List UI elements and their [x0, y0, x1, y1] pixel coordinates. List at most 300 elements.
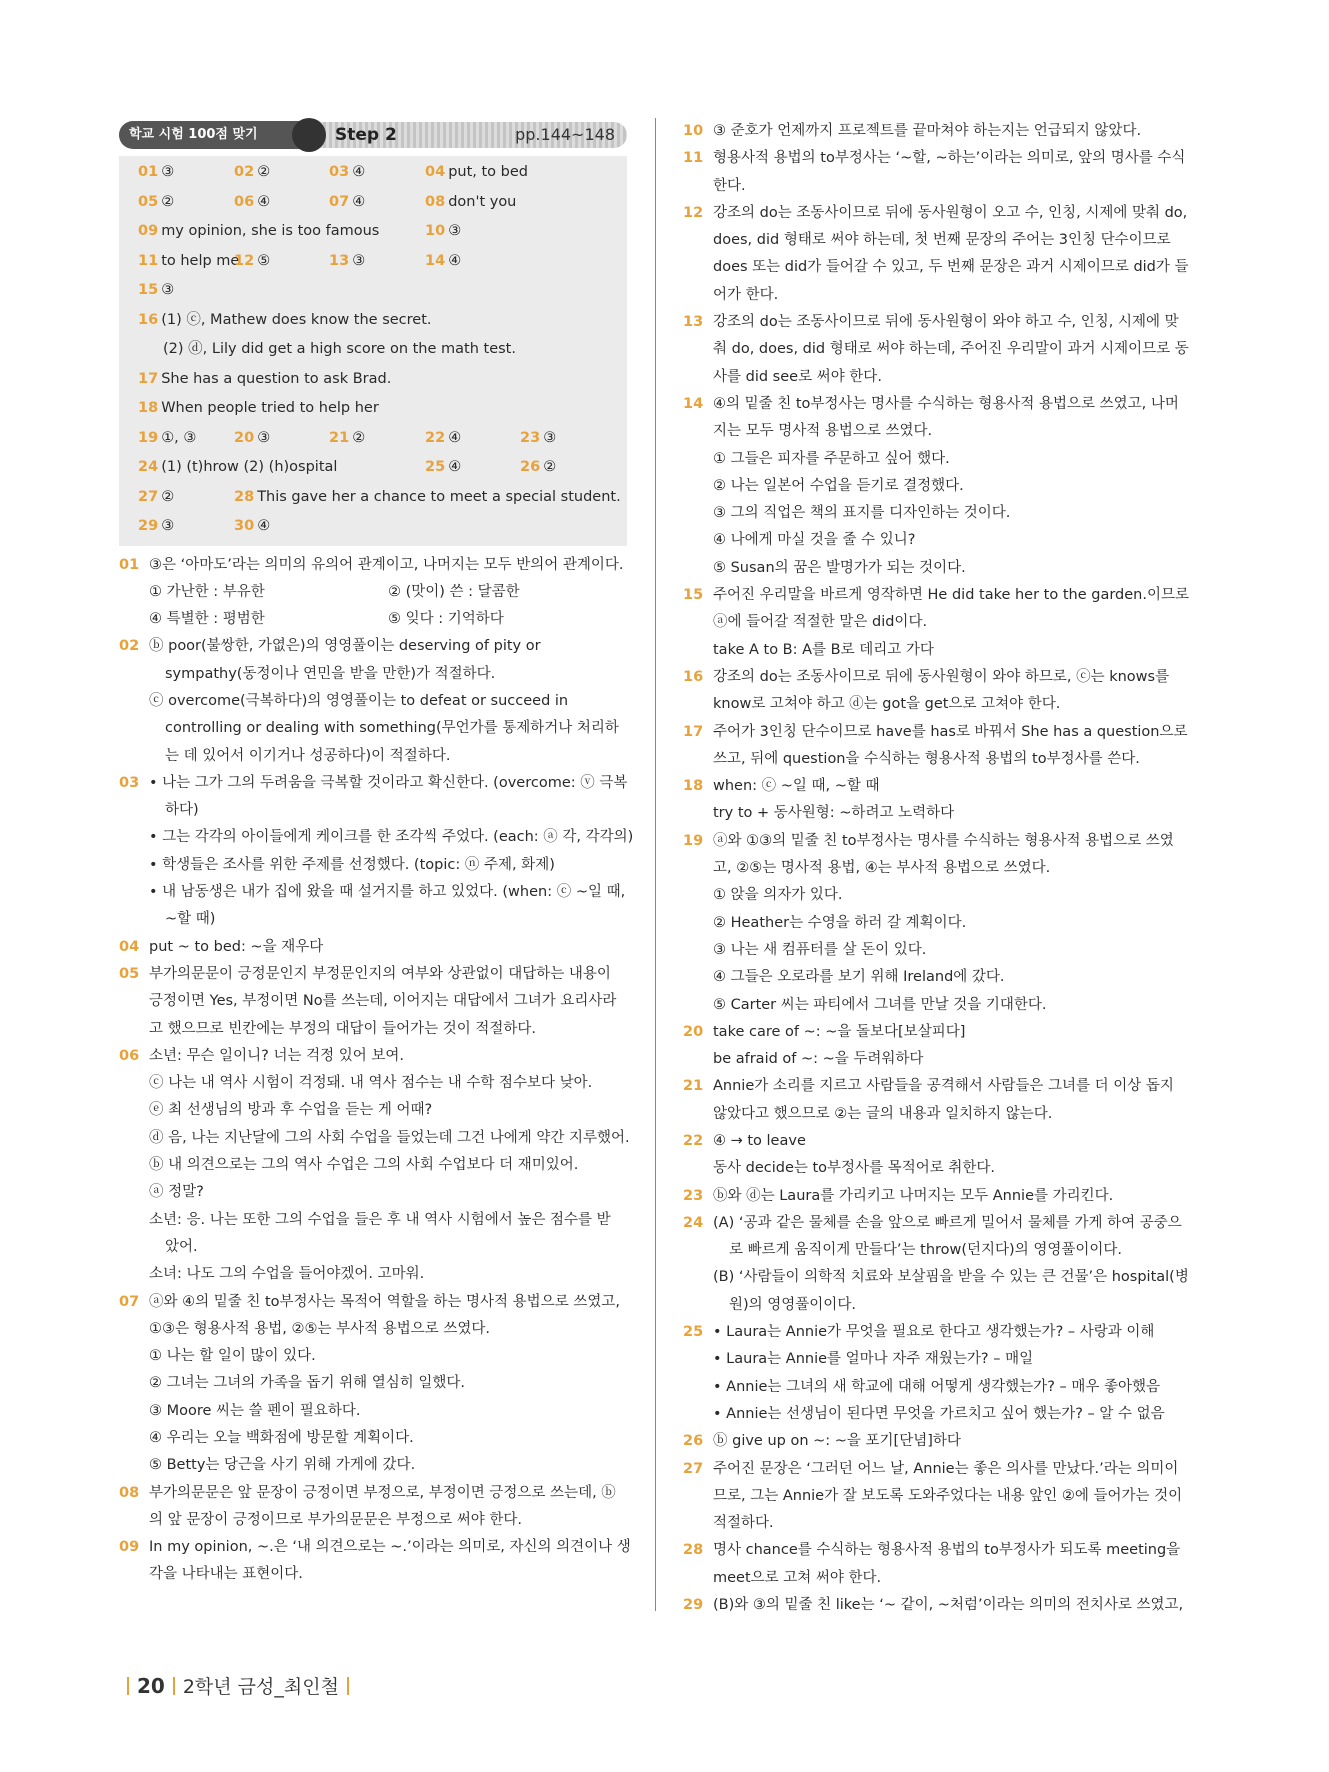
answer-cell — [520, 424, 556, 454]
answer-number: 08 — [425, 193, 446, 210]
text-line: • Annie는 그녀의 새 학교에 대해 어떻게 생각했는가? – 매우 좋아했음 — [713, 1378, 1161, 1395]
left-explanations — [119, 552, 634, 1589]
explanation-item — [119, 770, 634, 934]
text-line: In my opinion, ~.은 ‘내 의견으로는 ~.’이라는 의미로, 자신의 의견이나 생 — [149, 1539, 631, 1556]
answer-value: ② — [161, 488, 175, 505]
text-line: • Laura는 Annie를 얼마나 자주 재웠는가? – 매일 — [713, 1351, 1034, 1368]
answer-cell — [425, 247, 461, 277]
item-body — [713, 309, 1196, 391]
item-number: 23 — [683, 1187, 704, 1204]
explanation-item — [119, 1480, 627, 1535]
answer-number: 09 — [138, 223, 159, 239]
text-line: ⓐ와 ④의 밑줄 친 to부정사는 목적어 역할을 하는 명사적 용법으로 쓰였고, — [149, 1293, 620, 1310]
text-line: 원)의 영영풀이이다. — [729, 1296, 856, 1313]
item-body — [713, 773, 1196, 828]
item-number: 14 — [683, 395, 704, 412]
item-body — [713, 1537, 1196, 1592]
answer-cell — [234, 188, 270, 218]
text-line: 쓰고, 뒤에 question을 수식하는 형용사적 용법의 to부정사를 쓴다. — [713, 750, 1140, 767]
explanation-item — [119, 633, 627, 769]
answer-value: ② — [543, 459, 557, 475]
explanation-item — [683, 145, 1196, 200]
item-number: 12 — [683, 204, 704, 221]
item-body — [713, 1456, 1196, 1538]
text-line: ③은 ‘아마도’라는 의미의 유의어 관계이고, 나머지는 모두 반의어 관계이다. — [149, 556, 624, 573]
text-line: ② Heather는 수영을 하러 갈 계획이다. — [713, 914, 967, 931]
answer-row — [138, 247, 627, 277]
answer-value: to help me — [161, 252, 240, 269]
item-number: 11 — [683, 150, 704, 167]
answer-value: ④ — [448, 459, 462, 475]
text-line: 않았다고 했으므로 ②는 글의 내용과 일치하지 않는다. — [713, 1105, 1053, 1122]
answer-number: 22 — [425, 429, 446, 446]
answer-cell — [425, 217, 461, 247]
item-body — [149, 934, 627, 961]
text-line: ⓑ 내 의견으로는 그의 역사 수업은 그의 사회 수업보다 더 재미있어. — [149, 1157, 579, 1174]
choice-text: ② (맛이) 쓴 : 달콤한 — [388, 583, 520, 600]
explanation-item — [683, 1592, 1196, 1619]
answer-value: ② — [352, 429, 366, 446]
answer-value: put, to bed — [448, 164, 528, 180]
text-line: ① 나는 할 일이 많이 있다. — [149, 1348, 316, 1365]
answer-number: 02 — [234, 164, 255, 180]
item-number: 02 — [119, 638, 140, 655]
item-number: 07 — [119, 1293, 140, 1310]
text-line: ⑤ Carter 씨는 파티에서 그녀를 만날 것을 기대한다. — [713, 996, 1047, 1013]
explanation-item — [683, 1073, 1196, 1128]
answer-row — [138, 158, 627, 188]
item-body — [149, 1043, 630, 1289]
answer-value: (2) ⓓ, Lily did get a high score on the math test. — [163, 341, 516, 357]
answer-number: 19 — [138, 429, 159, 446]
answer-cell — [138, 306, 432, 336]
text-line: Annie가 소리를 지르고 사람들을 공격해서 사람들은 그녀를 더 이상 돕지 — [713, 1078, 1174, 1095]
right-explanations — [683, 118, 1196, 1619]
text-line: know로 고쳐야 하고 ⓓ는 got을 get으로 고쳐야 한다. — [713, 696, 1061, 713]
text-line: ⓑ와 ⓓ는 Laura를 가리키고 나머지는 모두 Annie를 가리킨다. — [713, 1187, 1114, 1204]
text-line: ④ 나에게 마실 것을 줄 수 있니? — [713, 532, 916, 549]
explanation-item — [683, 391, 1196, 582]
text-line: take care of ~: ~을 돌보다[보살피다] — [713, 1023, 966, 1040]
answer-cell — [138, 276, 174, 306]
answer-cell — [138, 453, 337, 483]
answer-row — [138, 453, 627, 483]
answer-cell — [138, 424, 196, 454]
text-line: (B)와 ③의 밑줄 친 like는 ‘~ 같이, ~처럼’이라는 의미의 전치사로 쓰였고, — [713, 1597, 1184, 1614]
item-body — [713, 1319, 1196, 1428]
text-line: ⓐ 정말? — [149, 1184, 204, 1201]
answer-number: 27 — [138, 488, 159, 505]
answer-cell — [138, 188, 174, 218]
choice-pair — [149, 606, 627, 633]
page-number: 20 — [137, 1674, 165, 1698]
column-divider — [655, 118, 656, 1611]
explanation-item — [683, 582, 1196, 664]
answer-row — [138, 483, 627, 513]
item-number: 04 — [119, 938, 140, 955]
answer-cell — [329, 188, 365, 218]
answer-row — [138, 335, 627, 365]
explanation-item — [119, 934, 627, 961]
page-range: pp.144~148 — [515, 125, 615, 144]
item-number: 16 — [683, 668, 704, 685]
text-line: ⓒ overcome(극복하다)의 영영풀이는 to defeat or succeed in — [149, 692, 569, 709]
answer-value: ④ — [448, 252, 462, 269]
item-number: 22 — [683, 1132, 704, 1149]
text-line: 의 앞 문장이 긍정이므로 부가의문문은 부정으로 써야 한다. — [149, 1511, 523, 1528]
text-line: ⑤ Betty는 당근을 사기 위해 가게에 갔다. — [149, 1457, 416, 1474]
answer-value: ③ — [448, 223, 462, 239]
text-line: 긍정이면 Yes, 부정이면 No를 쓰는데, 이어지는 대답에서 그녀가 요리사라 — [149, 993, 617, 1010]
answer-value: This gave her a chance to meet a special student. — [257, 488, 621, 505]
answer-cell — [425, 158, 528, 188]
text-line: ~할 때) — [165, 911, 216, 928]
explanation-item — [119, 552, 627, 634]
answer-value: ③ — [352, 252, 366, 269]
item-body — [149, 961, 627, 1043]
item-body — [713, 1019, 1196, 1074]
right-column — [683, 118, 1196, 1619]
text-line: ⓐ와 ①③의 밑줄 친 to부정사는 명사를 수식하는 형용사적 용법으로 쓰였 — [713, 832, 1174, 849]
item-body — [713, 1592, 1196, 1619]
answer-cell — [329, 158, 365, 188]
item-number: 15 — [683, 587, 704, 604]
explanation-item — [683, 1537, 1196, 1592]
answer-key-panel — [119, 156, 627, 546]
explanation-item — [119, 1289, 627, 1480]
item-number: 25 — [683, 1324, 704, 1341]
explanation-item — [683, 773, 1196, 828]
text-line: • Laura는 Annie가 무엇을 필요로 한다고 생각했는가? – 사랑과 이해 — [713, 1324, 1155, 1341]
answer-number: 28 — [234, 488, 255, 505]
text-line: 하다) — [165, 802, 199, 819]
text-line: 적절하다. — [713, 1515, 774, 1532]
text-line: ④의 밑줄 친 to부정사는 명사를 수식하는 형용사적 용법으로 쓰였고, 나머 — [713, 395, 1179, 412]
text-line: 고 했으므로 빈칸에는 부정의 대답이 들어가는 것이 적절하다. — [149, 1020, 537, 1037]
answer-value: When people tried to help her — [161, 400, 379, 416]
item-number: 29 — [683, 1597, 704, 1614]
text-line: try to + 동사원형: ~하려고 노력하다 — [713, 805, 955, 822]
page-footer — [119, 1672, 357, 1699]
explanation-item — [683, 1428, 1196, 1455]
item-number: 03 — [119, 774, 140, 791]
explanation-item — [683, 118, 1196, 145]
text-line: 주어진 문장은 ‘그러던 어느 날, Annie는 좋은 의사를 만났다.’라는 의미이 — [713, 1460, 1179, 1477]
answer-cell — [329, 247, 365, 277]
answer-number: 15 — [138, 282, 159, 298]
answer-number: 11 — [138, 252, 159, 269]
item-number: 18 — [683, 778, 704, 795]
text-line: ③ 그의 직업은 책의 표지를 디자인하는 것이다. — [713, 505, 1011, 522]
answer-cell — [329, 424, 365, 454]
header-circle-icon — [292, 118, 326, 152]
section-header — [119, 118, 627, 150]
answer-cell — [234, 158, 270, 188]
answer-number: 05 — [138, 193, 159, 210]
text-line: ③ 나는 새 컴퓨터를 살 돈이 있다. — [713, 941, 927, 958]
footer-bar — [347, 1677, 349, 1695]
text-line: 강조의 do는 조동사이므로 뒤에 동사원형이 와야 하고 수, 인칭, 시제에 맞 — [713, 314, 1179, 331]
item-number: 10 — [683, 123, 704, 139]
answer-number: 29 — [138, 518, 159, 534]
answer-row — [138, 188, 627, 218]
footer-bar — [173, 1677, 175, 1695]
text-line: • 그는 각각의 아이들에게 케이크를 한 조각씩 주었다. (each: ⓐ 각, 각각의) — [149, 829, 634, 846]
explanation-item — [683, 828, 1196, 1019]
item-body — [149, 1534, 631, 1589]
text-line: 로 빠르게 움직이게 만들다’는 throw(던지다)의 영영풀이이다. — [729, 1242, 1122, 1259]
text-line: 므로, 그는 Annie가 잘 보도록 도와주었다는 내용 앞인 ②에 들어가는 것이 — [713, 1487, 1183, 1504]
text-line: when: ⓒ ~일 때, ~할 때 — [713, 778, 880, 795]
answer-value: ③ — [161, 518, 175, 534]
item-body — [713, 145, 1196, 200]
answer-cell — [138, 394, 379, 424]
item-number: 13 — [683, 314, 704, 331]
text-line: controlling or dealing with something(무언가를 통제하거나 처리하 — [165, 720, 619, 737]
item-body — [713, 582, 1196, 664]
text-line: ⓐ에 들어갈 적절한 말은 did이다. — [713, 614, 928, 631]
explanation-item — [683, 200, 1196, 309]
text-line: ① 그들은 피자를 주문하고 싶어 했다. — [713, 450, 950, 467]
explanation-item — [683, 309, 1196, 391]
text-line: 춰 do, does, did 형태로 써야 하는데, 주어진 우리말이 과거 시제이므로 동 — [713, 341, 1189, 358]
answer-value: ③ — [543, 429, 557, 446]
answer-number: 01 — [138, 164, 159, 180]
answer-row — [138, 424, 627, 454]
text-line: ③ Moore 씨는 쓸 펜이 필요하다. — [149, 1402, 361, 1419]
answer-value: (1) ⓒ, Mathew does know the secret. — [161, 311, 432, 328]
footer-bar — [127, 1677, 129, 1695]
item-number: 19 — [683, 832, 704, 849]
explanation-item — [119, 961, 627, 1043]
text-line: (B) ‘사람들이 의학적 치료와 보살핌을 받을 수 있는 큰 건물’은 hospital(병 — [713, 1269, 1189, 1286]
item-number: 21 — [683, 1078, 704, 1095]
answer-cell — [425, 424, 461, 454]
answer-cell — [234, 512, 270, 542]
text-line: 소년: 무슨 일이니? 너는 걱정 있어 보여. — [149, 1047, 404, 1064]
text-line: 어가 한다. — [713, 286, 779, 303]
answer-number: 13 — [329, 252, 350, 269]
answer-cell — [425, 453, 461, 483]
answer-cell — [234, 424, 270, 454]
text-line: 소녀: 나도 그의 수업을 들어야겠어. 고마워. — [149, 1266, 425, 1283]
text-line: ④ → to leave — [713, 1132, 806, 1149]
text-line: ② 나는 일본어 수업을 듣기로 결정했다. — [713, 477, 964, 494]
answer-row — [138, 276, 627, 306]
answer-cell — [138, 512, 174, 542]
item-body — [149, 1289, 627, 1480]
explanation-item — [683, 719, 1196, 774]
item-body — [713, 719, 1196, 774]
explanation-item — [683, 1183, 1196, 1210]
text-line: take A to B: A를 B로 데리고 가다 — [713, 641, 934, 658]
answer-row — [138, 512, 627, 542]
item-body — [713, 664, 1196, 719]
item-number: 24 — [683, 1214, 704, 1231]
answer-row — [138, 394, 627, 424]
explanation-item — [683, 1128, 1196, 1183]
answer-cell — [138, 217, 379, 247]
text-line: • 내 남동생은 내가 집에 왔을 때 설거지를 하고 있었다. (when: ⓒ ~일 때, — [149, 884, 626, 901]
answer-number: 26 — [520, 459, 541, 475]
text-line: 주어가 3인칭 단수이므로 have를 has로 바꿔서 She has a question으로 — [713, 723, 1188, 740]
choice-pair — [149, 579, 627, 606]
answer-value: ④ — [448, 429, 462, 446]
explanation-item — [683, 1319, 1196, 1428]
answer-row — [138, 306, 627, 336]
answer-number: 24 — [138, 459, 159, 475]
text-line: 는 데 있어서 이기거나 성공하다)이 적절하다. — [165, 747, 451, 764]
answer-number: 30 — [234, 518, 255, 534]
item-number: 27 — [683, 1460, 704, 1477]
item-body — [713, 118, 1196, 145]
text-line: ④ 우리는 오늘 백화점에 방문할 계획이다. — [149, 1430, 414, 1446]
book-title: 2학년 금성_최인철 — [182, 1676, 339, 1698]
answer-value: ③ — [161, 164, 175, 180]
text-line: 사를 did see로 써야 한다. — [713, 368, 882, 385]
text-line: 동사 decide는 to부정사를 목적어로 취한다. — [713, 1160, 995, 1177]
answer-value: (1) (t)hrow (2) (h)ospital — [161, 459, 338, 475]
text-line: ⑤ Susan의 꿈은 발명가가 되는 것이다. — [713, 559, 966, 576]
text-line: ③ 준호가 언제까지 프로젝트를 끝마쳐야 하는지는 언급되지 않았다. — [713, 123, 1142, 139]
answer-value: ④ — [257, 518, 271, 534]
item-number: 05 — [119, 965, 140, 982]
text-line: 지는 모두 명사적 용법으로 쓰였다. — [713, 423, 933, 440]
text-line: (A) ‘공과 같은 물체를 손을 앞으로 빠르게 밀어서 물체를 가게 하여 공중으 — [713, 1214, 1182, 1231]
item-body — [713, 1128, 1196, 1183]
item-body — [713, 1183, 1196, 1210]
choice-text: ① 가난한 : 부유한 — [149, 583, 265, 600]
choice-text: ④ 특별한 : 평범한 — [149, 611, 265, 628]
text-line: 소년: 응. 나는 또한 그의 수업을 들은 후 내 역사 시험에서 높은 점수를 받 — [149, 1211, 611, 1228]
item-body — [713, 1210, 1196, 1319]
text-line: 고, ②⑤는 명사적 용법, ④는 부사적 용법으로 쓰였다. — [713, 860, 1051, 877]
item-body — [713, 1073, 1196, 1128]
answer-cell — [138, 365, 391, 395]
text-line: 한다. — [713, 177, 746, 194]
answer-number: 04 — [425, 164, 446, 180]
header-badge: 학교 시험 100점 맞기 — [119, 121, 307, 149]
answer-cell — [520, 453, 556, 483]
answer-number: 18 — [138, 400, 159, 416]
text-line: ①③은 형용사적 용법, ②⑤는 부사적 용법으로 쓰였다. — [149, 1320, 490, 1337]
answer-value: my opinion, she is too famous — [161, 223, 380, 239]
item-number: 20 — [683, 1023, 704, 1040]
answer-number: 12 — [234, 252, 255, 269]
item-number: 01 — [119, 556, 140, 573]
text-line: 형용사적 용법의 to부정사는 ‘~할, ~하는’이라는 의미로, 앞의 명사를 수식 — [713, 150, 1186, 167]
answer-value: ⑤ — [257, 252, 271, 269]
answer-value: ③ — [257, 429, 271, 446]
text-line: be afraid of ~: ~을 두려워하다 — [713, 1051, 924, 1068]
text-line: put ~ to bed: ~을 재우다 — [149, 938, 324, 955]
answer-cell — [138, 247, 239, 277]
item-body — [149, 770, 633, 934]
text-line: does, did 형태로 써야 하는데, 첫 번째 문장의 주어는 3인칭 단수이므로 — [713, 232, 1171, 249]
text-line: meet으로 고쳐 써야 한다. — [713, 1569, 882, 1586]
text-line: ① 앉을 의자가 있다. — [713, 887, 843, 904]
text-line: ⓑ give up on ~: ~을 포기[단념]하다 — [713, 1433, 961, 1450]
text-line: 았어. — [165, 1238, 198, 1255]
item-body — [149, 1480, 627, 1535]
text-line: ⓔ 최 선생님의 방과 후 수업을 듣는 게 어때? — [149, 1102, 433, 1119]
explanation-item — [683, 1210, 1196, 1319]
answer-cell — [160, 335, 516, 365]
answer-number: 17 — [138, 370, 159, 387]
item-number: 17 — [683, 723, 704, 740]
text-line: 각을 나타내는 표현이다. — [149, 1566, 303, 1583]
item-body — [149, 552, 627, 634]
answer-value: ③ — [161, 282, 175, 298]
text-line: ② 그녀는 그녀의 가족을 돕기 위해 열심히 일했다. — [149, 1375, 466, 1392]
answer-value: ①, ③ — [161, 429, 197, 446]
answer-value: ④ — [257, 193, 271, 210]
answer-row — [138, 217, 627, 247]
answer-value: ④ — [352, 164, 366, 180]
answer-number: 10 — [425, 223, 446, 239]
item-body — [713, 1428, 1196, 1455]
explanation-item — [119, 1043, 630, 1289]
text-line: ④ 그들은 오로라를 보기 위해 Ireland에 갔다. — [713, 969, 1005, 986]
text-line: • 학생들은 조사를 위한 주제를 선정했다. (topic: ⓝ 주제, 화제) — [149, 856, 555, 873]
answer-number: 21 — [329, 429, 350, 446]
item-body — [713, 391, 1196, 582]
text-line: does 또는 did가 들어갈 수 있고, 두 번째 문장은 과거 시제이므로 did가 들 — [713, 259, 1189, 276]
item-body — [713, 200, 1196, 309]
text-line: 강조의 do는 조동사이므로 뒤에 동사원형이 와야 하므로, ⓒ는 knows를 — [713, 668, 1170, 685]
answer-cell — [234, 247, 270, 277]
answer-cell — [425, 188, 516, 218]
text-line: 강조의 do는 조동사이므로 뒤에 동사원형이 오고 수, 인칭, 시제에 맞춰 do, — [713, 204, 1188, 221]
answer-value: She has a question to ask Brad. — [161, 370, 392, 387]
text-line: 명사 chance를 수식하는 형용사적 용법의 to부정사가 되도록 meeting을 — [713, 1542, 1181, 1559]
text-line: • 나는 그가 그의 두려움을 극복할 것이라고 확신한다. (overcome: ⓥ 극복 — [149, 774, 628, 791]
text-line: 부가의문문이 긍정문인지 부정문인지의 여부와 상관없이 대답하는 내용이 — [149, 965, 611, 982]
item-body — [713, 828, 1196, 1019]
text-line: sympathy(동정이나 연민을 받을 만한)가 적절하다. — [165, 665, 496, 682]
answer-number: 20 — [234, 429, 255, 446]
choice-text: ⑤ 잊다 : 기억하다 — [388, 611, 504, 628]
text-line: • Annie는 선생님이 된다면 무엇을 가르치고 싶어 했는가? – 알 수 없음 — [713, 1405, 1165, 1422]
answer-number: 23 — [520, 429, 541, 446]
answer-cell — [234, 483, 621, 513]
answer-cell — [138, 158, 174, 188]
answer-number: 16 — [138, 311, 159, 328]
item-number: 26 — [683, 1433, 704, 1450]
answer-number: 06 — [234, 193, 255, 210]
explanation-item — [119, 1534, 631, 1589]
step-label: Step 2 — [335, 125, 397, 145]
item-number: 08 — [119, 1484, 140, 1501]
explanation-item — [683, 664, 1196, 719]
text-line: ⓓ 음, 나는 지난달에 그의 사회 수업을 들었는데 그건 나에게 약간 지루했어. — [149, 1129, 630, 1146]
answer-cell — [138, 483, 174, 513]
answer-number: 03 — [329, 164, 350, 180]
answer-value: ④ — [352, 193, 366, 210]
text-line: 주어진 우리말을 바르게 영작하면 He did take her to the garden.이므로 — [713, 587, 1189, 604]
answer-value: ② — [161, 193, 175, 210]
item-body — [149, 633, 627, 769]
explanation-item — [683, 1456, 1196, 1538]
answer-number: 14 — [425, 252, 446, 269]
item-number: 28 — [683, 1542, 704, 1559]
text-line: 부가의문문은 앞 문장이 긍정이면 부정으로, 부정이면 긍정으로 쓰는데, ⓑ — [149, 1484, 616, 1501]
text-line: ⓑ poor(불쌍한, 가엾은)의 영영풀이는 deserving of pity or — [149, 638, 541, 655]
answer-value: ② — [257, 164, 271, 180]
item-number: 09 — [119, 1539, 140, 1556]
answer-number: 07 — [329, 193, 350, 210]
text-line: ⓒ 나는 내 역사 시험이 걱정돼. 내 역사 점수는 내 수학 점수보다 낮아. — [149, 1075, 593, 1092]
